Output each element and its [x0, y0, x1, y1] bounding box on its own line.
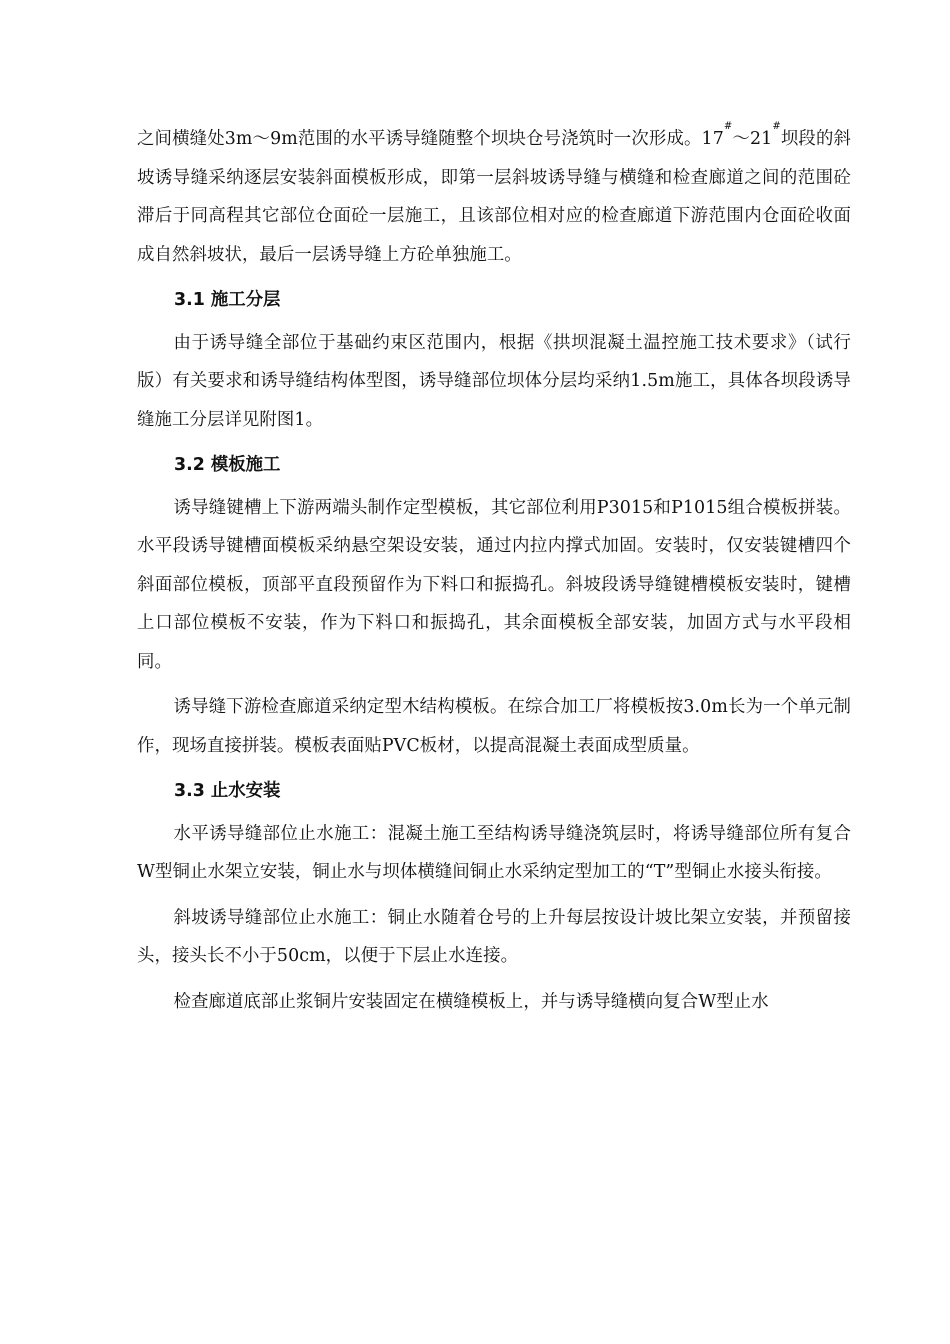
paragraph-waterstop-slope: 斜坡诱导缝部位止水施工：铜止水随着仓号的上升每层按设计坡比架立安装，并预留接头，接头长不小于50cm，以便于下层止水连接。 [137, 907, 851, 966]
paragraph-text: 之间横缝处3m～9m范围的水平诱导缝随整个坝块仓号浇筑时一次形成。17 [137, 129, 724, 149]
paragraph-text: 坝段的斜坡诱导缝采纳逐层安装斜面模板形成，即第一层斜坡诱导缝与横缝和检查廊道之间的范围砼滞后于同高程其它部位仓面砼一层施工，且该部位相对应的检查廊道下游范围内仓面砼收面成自然斜坡状，最后一层诱导缝上方砼单独施工。 [137, 129, 851, 265]
section-heading-3-3: 3.3 止水安装 [174, 781, 281, 801]
paragraph-waterstop-gallery: 检查廊道底部止浆铜片安装固定在横缝模板上，并与诱导缝横向复合W型止水 [173, 991, 769, 1012]
document-body [137, 120, 851, 1021]
paragraph-horizontal-joint [137, 120, 851, 274]
superscript-mark: # [723, 121, 733, 132]
paragraph-formwork-keyslot: 诱导缝键槽上下游两端头制作定型模板，其它部位利用P3015和P1015组合模板拼装。水平段诱导键槽面模板采纳悬空架设安装，通过内拉内撑式加固。安装时，仅安装键槽四个斜面部位模板，顶部平直段预留作为下料口和振捣孔。斜坡段诱导缝键槽模板安装时，键槽上口部位模板不安装，作为下料口和振捣孔，其余面模板全部安装，加固方式与水平段相同。 [137, 497, 851, 672]
paragraph-text: ～21 [732, 129, 773, 149]
superscript-mark: # [772, 121, 781, 132]
section-heading-3-1: 3.1 施工分层 [174, 290, 281, 310]
paragraph-layering: 由于诱导缝全部位于基础约束区范围内，根据《拱坝混凝土温控施工技术要求》（试行版）有关要求和诱导缝结构体型图，诱导缝部位坝体分层均采纳1.5m施工，具体各坝段诱导缝施工分层详见附图1。 [137, 332, 851, 430]
paragraph-formwork-gallery: 诱导缝下游检查廊道采纳定型木结构模板。在综合加工厂将模板按3.0m长为一个单元制作，现场直接拼装。模板表面贴PVC板材，以提高混凝土表面成型质量。 [137, 697, 851, 756]
paragraph-waterstop-horizontal: 水平诱导缝部位止水施工：混凝土施工至结构诱导缝浇筑层时，将诱导缝部位所有复合W型铜止水架立安装，铜止水与坝体横缝间铜止水采纳定型加工的“T”型铜止水接头衔接。 [137, 823, 851, 882]
section-heading-3-2: 3.2 模板施工 [174, 455, 281, 475]
